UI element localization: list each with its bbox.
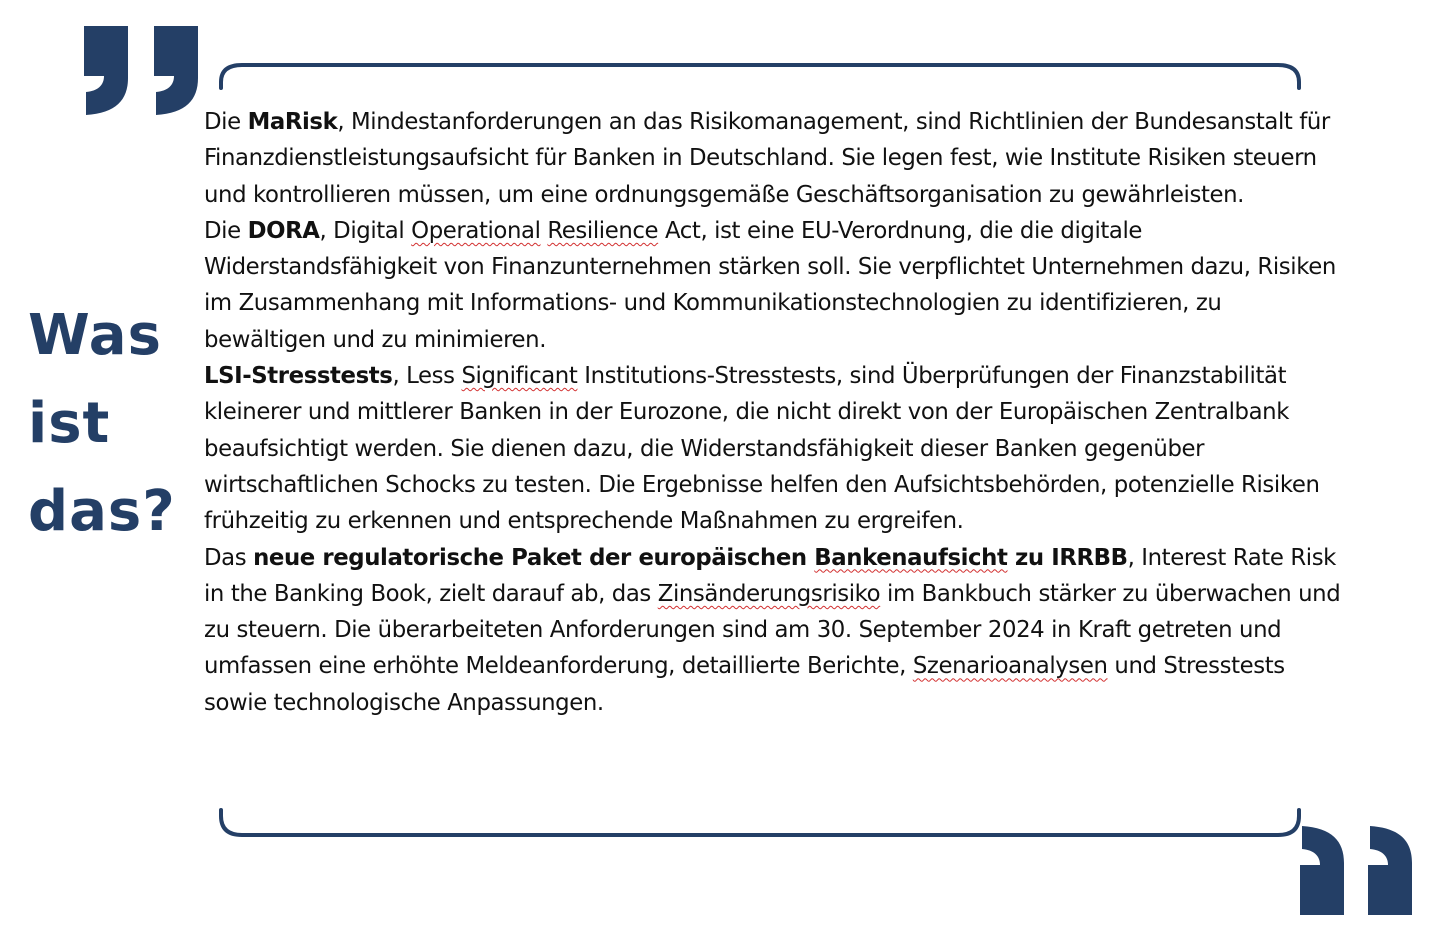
irrbb-text-a: , Interest Rate Risk in the Banking Book, zielt darauf ab, das <box>204 544 1336 607</box>
heading-line-1: Was <box>28 303 162 368</box>
term-marisk: MaRisk <box>247 109 338 135</box>
irrbb-intro: Das <box>204 544 254 571</box>
bracket-bottom-decoration <box>218 808 1302 838</box>
side-heading <box>28 292 188 556</box>
heading-line-3: das? <box>28 479 176 544</box>
dora-text-e: Act, ist eine EU-Verordnung, die die digitale Widerstandsfähigkeit von Finanzunternehmen stärken soll. Sie verpflichtet Unternehmen dazu, Risiken im Zusammenhang mit Informations- und Kommunikationstechnologien zu identifizieren, zu bewältigen und zu minimieren. <box>204 217 1336 353</box>
paragraph-marisk <box>204 104 1344 213</box>
spellcheck-word-significant[interactable]: Significant <box>461 363 578 390</box>
paragraph-irrbb <box>204 540 1344 721</box>
irrbb-text-e: und Stresstests sowie technologische Anpassungen. <box>204 653 1285 716</box>
bracket-top-decoration <box>218 62 1302 90</box>
term-irrbb-a: neue regulatorische Paket der europäischen <box>253 544 815 571</box>
spellcheck-word-resilience[interactable]: Resilience <box>547 217 659 244</box>
dora-intro: Die <box>204 217 248 244</box>
term-lsi-stresstests: LSI-Stresstests <box>204 363 393 390</box>
paragraph-dora <box>204 213 1344 358</box>
closing-quotation-mark-icon <box>82 24 200 116</box>
dora-text-a: , Digital <box>319 217 412 244</box>
heading-line-2: ist <box>28 391 111 456</box>
term-dora: DORA <box>247 217 320 244</box>
paragraph-lsi <box>204 358 1344 539</box>
spellcheck-word-zinsaenderungsrisiko[interactable]: Zinsänderungsrisiko <box>657 580 881 607</box>
irrbb-text-c: im Bankbuch stärker zu überwachen und zu steuern. Die überarbeiteten Anforderungen sind am 30. September 2024 in Kraft getreten und umfassen eine erhöhte Meldeanforderung, detaillierte Berichte, <box>204 580 1341 680</box>
marisk-text: , Mindestanforderungen an das Risikomanagement, sind Richtlinien der Bundesanstalt für Finanzdienstleistungsaufsicht für Banken in Deutschland. Sie legen fest, wie Institute Risiken steuern und kontrollieren müssen, um eine ordnungsgemäße Geschäftsorganisation zu gewährleisten. <box>204 109 1330 208</box>
opening-quotation-mark-icon <box>1298 825 1414 917</box>
lsi-text-c: Institutions-Stresstests, sind Überprüfungen der Finanzstabilität kleinerer und mittlerer Banken in der Eurozone, die nicht direkt von der Europäischen Zentralbank beaufsichtigt werden. Sie dienen dazu, die Widerstandsfähigkeit dieser Banken gegenüber wirtschaftlichen Schocks zu testen. Die Ergebnisse helfen den Aufsichtsbehörden, potenzielle Risiken frühzeitig zu erkennen und entsprechende Maßnahmen zu ergreifen. <box>204 363 1320 535</box>
spellcheck-word-szenarioanalysen[interactable]: Szenarioanalysen <box>912 653 1108 680</box>
term-irrbb-c: zu IRRBB <box>1007 544 1128 571</box>
definitions-text <box>204 104 1344 721</box>
lsi-text-a: , Less <box>392 363 462 390</box>
marisk-intro: Die <box>204 109 248 135</box>
spellcheck-word-bankenaufsicht[interactable]: Bankenaufsicht <box>814 544 1008 571</box>
spellcheck-word-operational[interactable]: Operational <box>411 217 541 244</box>
